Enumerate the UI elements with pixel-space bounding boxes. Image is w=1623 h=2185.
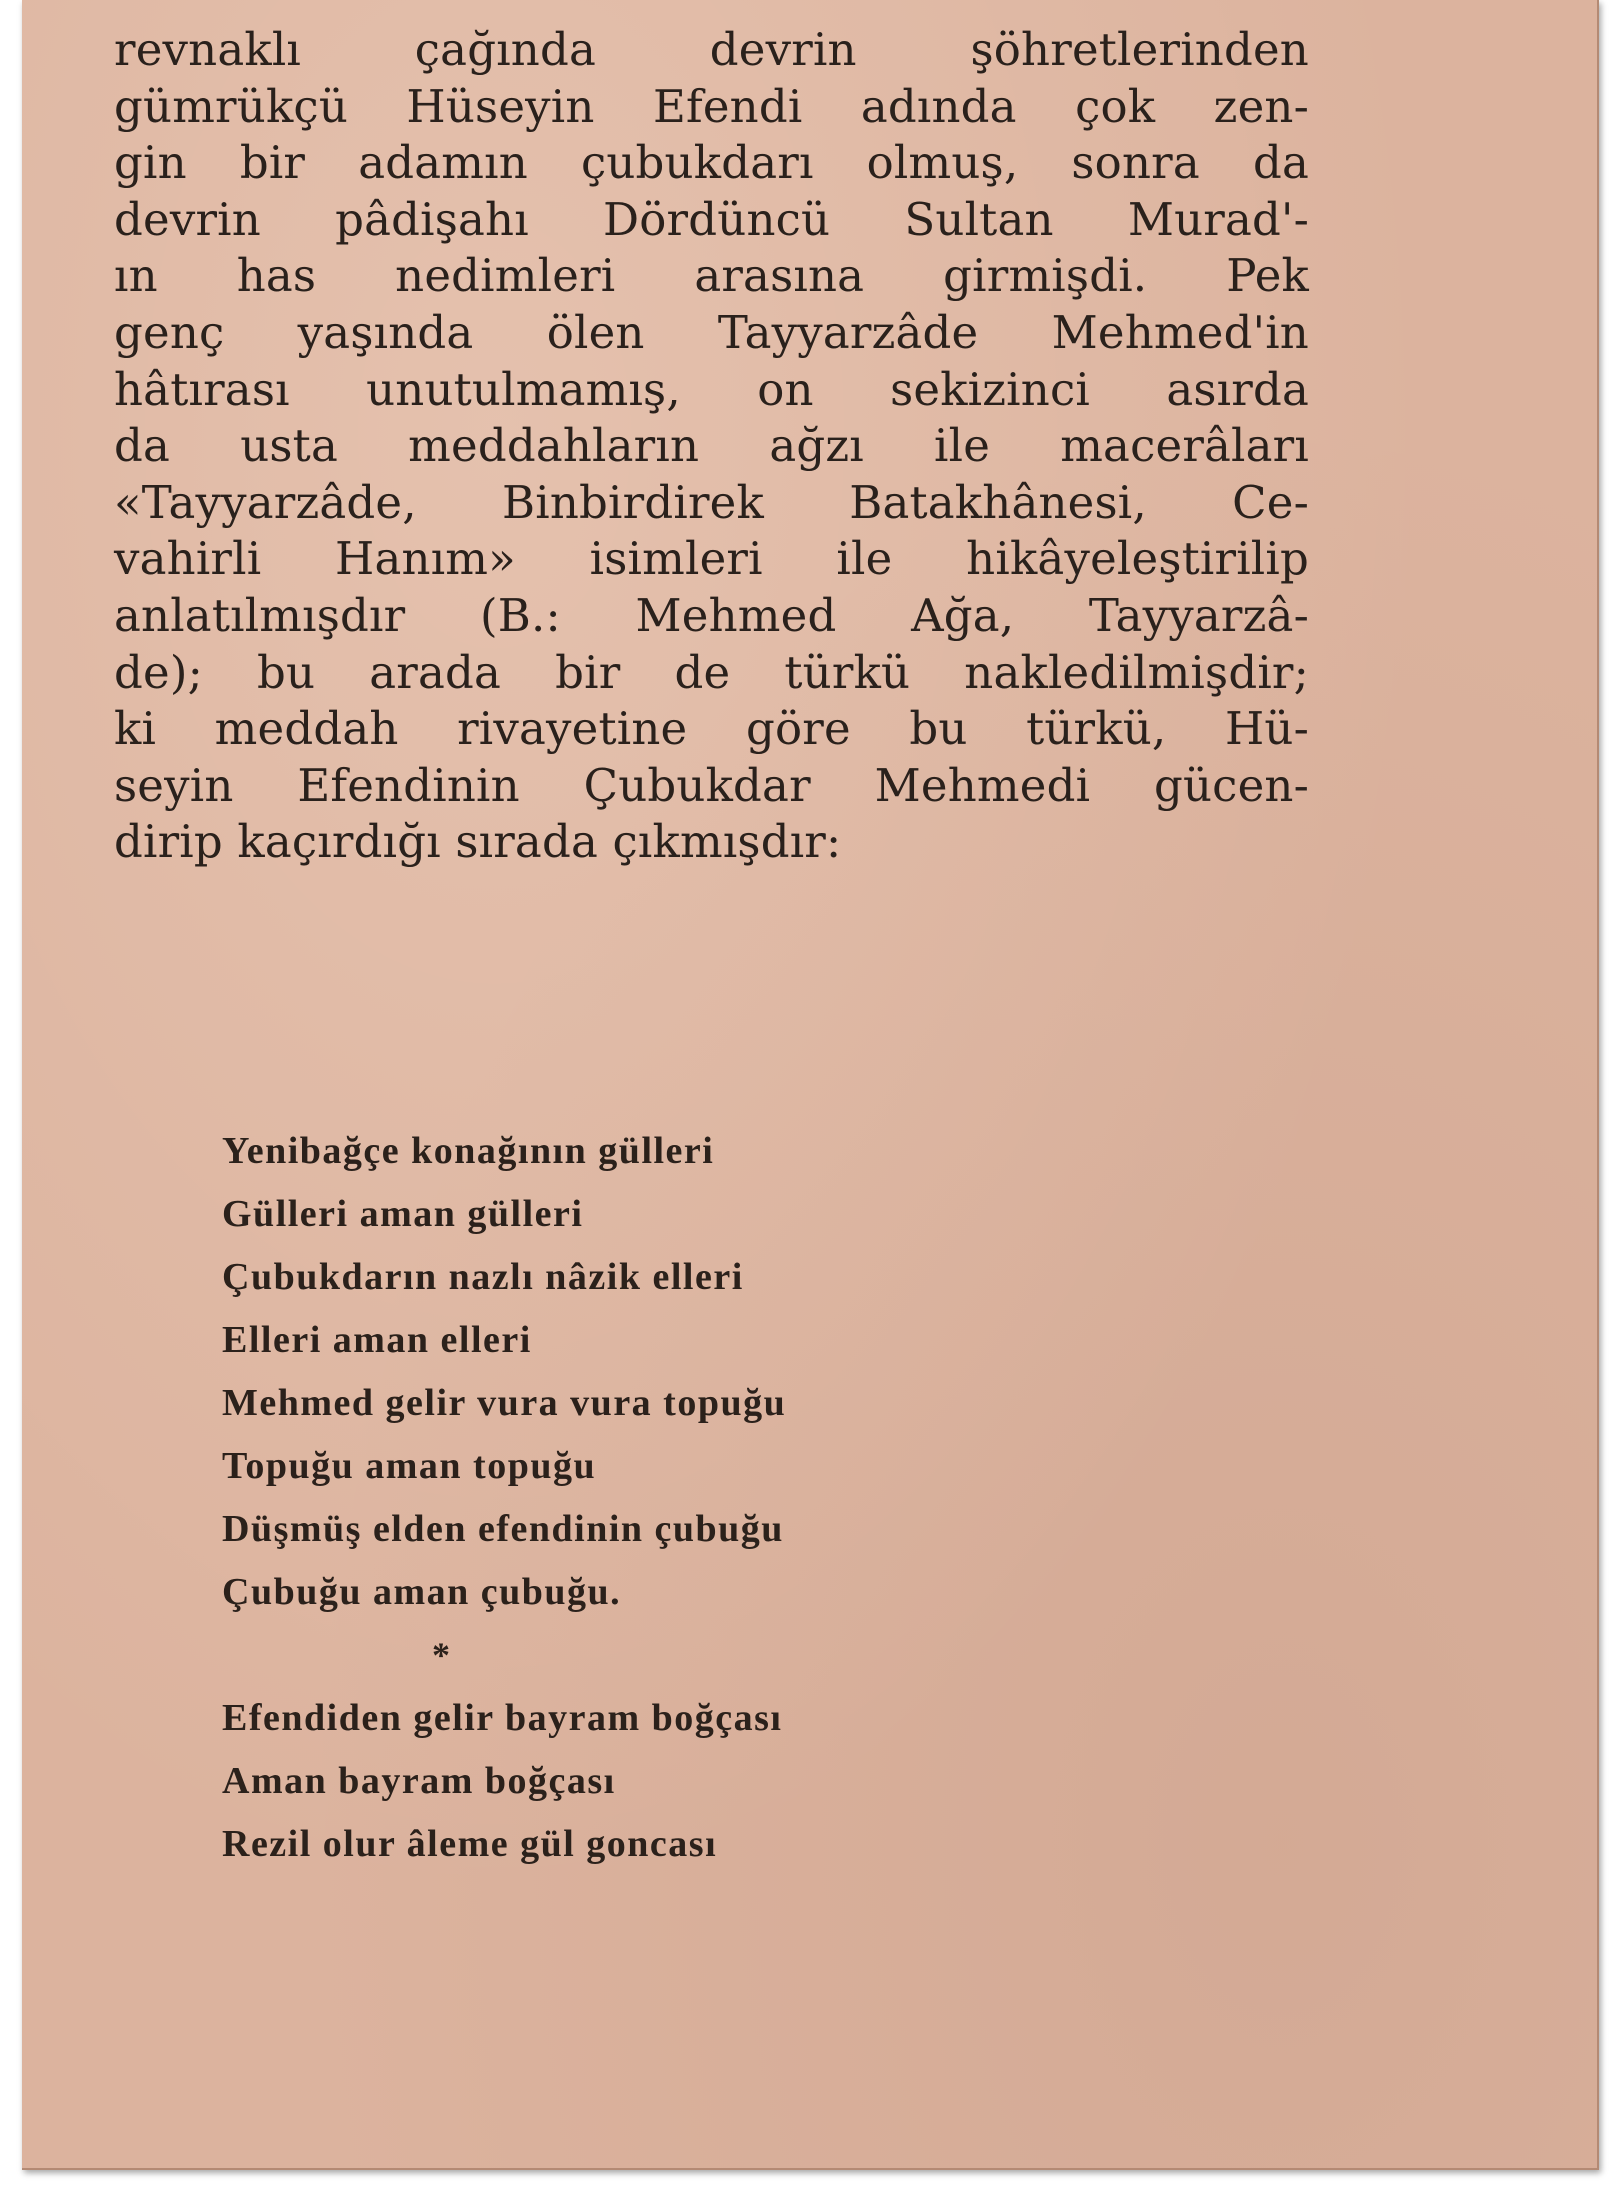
prose-line: gin bir adamın çubukdarı olmuş, sonra da bbox=[114, 136, 1309, 190]
prose-paragraph bbox=[114, 22, 1309, 871]
poem-line: Elleri aman elleri bbox=[222, 1319, 532, 1361]
prose-line: de); bu arada bir de türkü nakledilmişdir; bbox=[114, 645, 1309, 699]
poem-line: Aman bayram boğçası bbox=[222, 1760, 616, 1802]
turku-poem bbox=[222, 1120, 1122, 1876]
prose-line: dirip kaçırdığı sırada çıkmışdır: bbox=[114, 815, 842, 869]
poem-line: Rezil olur âleme gül goncası bbox=[222, 1823, 718, 1865]
prose-line: hâtırası unutulmamış, on sekizinci asırda bbox=[114, 362, 1309, 416]
poem-line: Topuğu aman topuğu bbox=[222, 1445, 597, 1487]
prose-line: vahirli Hanım» isimleri ile hikâyeleştirilip bbox=[114, 532, 1309, 586]
prose-line: ın has nedimleri arasına girmişdi. Pek bbox=[114, 249, 1309, 303]
poem-line: Çubuğu aman çubuğu. bbox=[222, 1571, 622, 1613]
stanza-separator: * bbox=[432, 1635, 452, 1675]
prose-line: devrin pâdişahı Dördüncü Sultan Murad'- bbox=[114, 192, 1309, 246]
poem-line: Mehmed gelir vura vura topuğu bbox=[222, 1382, 787, 1424]
newspaper-clipping bbox=[22, 0, 1599, 2170]
prose-line: genç yaşında ölen Tayyarzâde Mehmed'in bbox=[114, 305, 1309, 359]
poem-line: Yenibağçe konağının gülleri bbox=[222, 1130, 715, 1172]
poem-line: Düşmüş elden efendinin çubuğu bbox=[222, 1508, 784, 1550]
prose-line: seyin Efendinin Çubukdar Mehmedi gücen- bbox=[114, 758, 1309, 812]
poem-line: Gülleri aman gülleri bbox=[222, 1193, 584, 1235]
poem-line: Çubukdarın nazlı nâzik elleri bbox=[222, 1256, 744, 1298]
prose-line: gümrükçü Hüseyin Efendi adında çok zen- bbox=[114, 79, 1309, 133]
prose-line: anlatılmışdır (B.: Mehmed Ağa, Tayyarzâ- bbox=[114, 588, 1309, 642]
poem-line: Efendiden gelir bayram boğçası bbox=[222, 1697, 783, 1739]
prose-line: revnaklı çağında devrin şöhretlerinden bbox=[114, 23, 1309, 76]
prose-line: da usta meddahların ağzı ile macerâları bbox=[114, 419, 1309, 473]
prose-line: ki meddah rivayetine göre bu türkü, Hü- bbox=[114, 702, 1309, 756]
prose-line: «Tayyarzâde, Binbirdirek Batakhânesi, Ce- bbox=[114, 475, 1309, 529]
